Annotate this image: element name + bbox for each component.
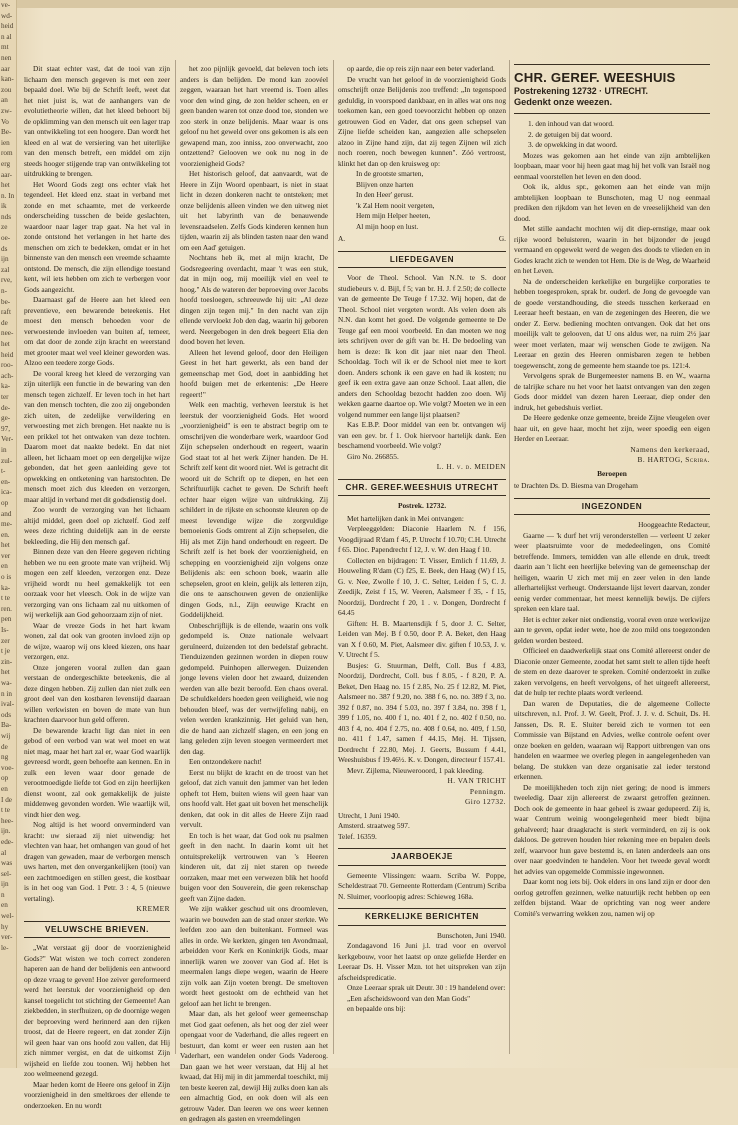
edge-fragment: pen [1,615,12,624]
paragraph: Ook ik, aldus spr., gekomen aan het einde van mijn ambtelijken loopbaan te Bunschoten, mag U nog eenmaal prediken den rijkdom van het leven en de vreeselijkheid van den dood. [514,182,710,223]
paragraph: Maar dan, als het geloof weer gemeenschap met God gaat oefenen, als het oog der ziel weer opengaat voor de Vaderhand, die alles regeert en bestuurt, dan komt er weer een rusten aan het Vaderhart, een wandelen onder Gods Vaderoog. Dan gaan we het weer verstaan, dat Hij al het kwaad, dat Hij mij in dit jammerdal toeschikt, mij ten beste keeren zal, dewijl Hij zulks doen kan als een almachtig God, en ook doen wil als een getrouw Vader. Dan leeren we ons weer kennen en gedragen als gasten en vreemdelingen [180,1009,328,1123]
verse-line: 'k Zal Hem nooit vergeten, [356,200,435,210]
edge-fragment: zer [1,636,10,645]
signature-meiden: L. H. v. d. MEIDEN [436,462,506,471]
edge-fragment: t je [1,647,10,656]
kerkelijke-text-continued [514,151,710,445]
edge-fragment: ter [1,392,9,401]
paragraph: De bewarende kracht ligt dan niet in een gebod of een verbod van wat wel moet en wat niet mag, maar het hart zal er, waar God waarlijk gevreesd wordt, geen behoefte aan kennen. En in zulk een leven waar door genade de verootmoedigde liefde tot God en zijn heerlijken dienst woont, zal ook gemakkelijk de juiste middenweg gevonden worden. Wie waarlijk wil, vindt hier den weg. [24,725,170,819]
edge-fragment: ze [1,223,8,232]
paragraph: Onze jongeren vooral zullen dan gaan verstaan de ondergeschikte beteekenis, die al deze dingen hebben. Zij zullen dan niet zulk een groot deel van den kostbaren levenstijd daaraan willen verkwisten en boven de mate van hun krachten daarvoor hun geld offeren. [24,662,170,724]
edge-fragment: zal [1,265,10,274]
heading-veluwsche-brieven: VELUWSCHE BRIEVEN. [24,921,170,939]
column-rule [509,60,510,1054]
edge-fragment: ival- [1,700,15,709]
edge-fragment: nen [1,53,12,62]
kerk-dateline: Bunschoten, Juni 1940. [437,930,506,940]
edge-fragment: het [1,541,10,550]
edge-fragment: en- [1,477,11,486]
column-rule [175,60,176,1054]
paragraph: Kas E.B.P. Door middel van een br. ontvangen wij van een gev. br. f 1. Ook hiervoor hartelijk dank. Een beschamend voorbeeld. Wie volgt? [338,420,506,450]
paragraph: Zoo wordt de verzorging van het lichaam altijd middel, geen doel op zichzelf. God zelf wees deze richting duidelijk aan in de eerste bekleeding, die Hij den mensch gaf. [24,505,170,546]
edge-fragment: de- [1,403,11,412]
weeshuis-postrek: Postrek. 12732. [397,501,447,510]
edge-fragment: sel- [1,869,12,878]
heading-ingezonden: INGEZONDEN [514,498,710,516]
paragraph: De Heere gedenke onze gemeente, breide Zijne vleugelen over haar uit, en geve haar, mocht het zijn, weer spoedig een eigen Herder en Leeraar. [514,413,710,443]
edge-fragment: en [1,562,8,571]
paragraph: Dan waren de Deputaties, die de algemeene Collecte uitschreven, n.l. Prof. J. W. Geelt, Prof. J. J. v. d. Schuit, Ds. H. Janssen, Ds. R. E. Sluiter bereid zich te vormen tot een Commissie van Bijstand en Advies, welke controle oefent over onze boeken en gelden, waaraan wij Rapport uitbrengen van ons handelen en waarmee we overleg plegen in aangelegenheden van belang. De stukken van deze organisatie zal ieder terstond erkennen. [514,698,710,781]
jaarboekje-text: Gemeente Vlissingen: waarn. Scriba W. Poppe, Scheldestraat 70. Gemeente Rotterdam (Centrum) Scriba N. Sluimer, voorloopig adres: Schieweg 168a. [338,870,506,901]
edge-fragment: ge- [1,414,11,423]
veluwsche-brieven-text [24,943,170,1111]
paragraph: Verpleeggelden: Diaconie Haarlem N. f 156, Voogdijraad R'dam f 45, P. Utrecht f 10.70; C.H. Utrecht f 65. Dioc. Papendrecht f 12, J. v. W. den Haag f 10. [338,524,506,554]
edge-fragment: nee- [1,329,14,338]
heading-liefdegaven: LIEFDEGAVEN [338,251,506,269]
paragraph: het zoo pijnlijk gevoeld, dat beleven toch iets anders is dan belijden. De mond kan zoovéel zeggen, waaraan het hart vreemd is. Toen alles voor den wind ging, de zon helder scheen, en er geen banden waren tot onze dood toe, stonden we zoo sterk in onze belijdenis. Maar waar is ons geloof nu het geweld over ons gekomen is als een gewapend man, zoo inniss, zoo onverwacht, zoo ontzettend? Gelooven we ook nu nog in de voorzienigheid Gods? [180,64,328,168]
edge-fragment: hee- [1,816,14,825]
signature-van-tricht: H. VAN TRICHT [447,776,506,785]
paragraph: Daarnaast gaf de Heere aan het kleed een preventieve, een bewarende beteekenis. Het moest den mensch behoeden voor de verwoestende invloeden van buiten af, temeer, om dat door de zonde zijn kracht en weerstand met grooter maat wel veel kleiner geworden was. Alzoo een teedere zorge Gods. [24,295,170,367]
paragraph: Nochtans heb ik, met al mijn kracht, De Godsregeering overdacht, maar 't was een stuk, dat in mijn oog, mij moeilijk viel en veel te hoog." Als de wateren der beproeving over Jacobs hoofd toesloegen, schreeuwde hij uit: „Al deze dingen zijn tegen mij." In den nacht van zijn ellende vervloekt Job den dag, waarin hij geboren werd. Neergebogen in den drek begeert Elia den dood boven het leven. [180,253,328,346]
edge-fragment: ka- [1,583,11,592]
edge-fragment: ds [1,244,8,253]
edge-fragment: in [1,445,7,454]
address-line: Amsterd. straatweg 597. [338,821,410,830]
sermon-points-list [514,119,710,151]
paragraph: Giro No. 266855. [347,451,399,461]
edge-fragment: oe- [1,234,11,243]
edge-fragment: en [1,901,8,910]
edge-fragment: t te [1,806,10,815]
edge-fragment: nds [1,212,11,221]
paragraph: „Wat verstaat gij door de voorzienigheid Gods?" Wat wisten we toch correct zonderen haperen aan de hand der belijdenis een antwoord op deze vraag te geven! Hoe zeiver gereformeerd werd het leerstuk der voorzienigheid op den kansel toegelicht tot stichting der Gemeente! Aan ziekbedden, in sterfhuizen, op de doornige wegen der beproeving werd herinnerd aan den rijken troost, dat de Heere regeert, en dat zonder Zijn wil geen haar van ons hoofd zou vallen, dat Hij zich nimmer vergist, en dat de uitkomst Zijn wijsheid en liefde zou toonen. Wij hebben het zoo welmeenend gezegd. [24,943,171,1078]
paragraph: „Een afscheidswoord van den Man Gods" [347,993,471,1003]
paragraph: Het is echter zeker niet ondienstig, vooral even onze werkwijze aan te geven, opdat ieder wete, hoe de zoo mild ons toegezonden gelden worden besteed. [514,614,710,645]
edge-fragment: me- [1,520,13,529]
paragraph: Welk een machtig, verheven leerstuk is het leerstuk der voorzienigheid Gods. Het woord „voorzienigheid" is een te abstract begrip om te omschrijven die wonderbare werk, waardoor God Zijn schepselen onderhoudt en regeert, waarin God staat tot al het werk Zijner handen. De H. Schrift zelf kent dit woord niet. Wel is getracht dit woord uit de Schrift op te diepen, en het een Schriftuurlijk cachet te geven. De Schrift heeft echter haar eigen wijze van uitdrukking. Zij schildert in de rijkste en schoonste kleuren op de meest levendige wijze die zorgvuldige bemoeienis Gods omtrent al Zijn schepselen, die Hij als met Zijn hand onderhoudt en regeert. De Schrift zelf is het boek der voorzienigheid, en schepping en voorzienigheid zijn volgens onze Belijdenis als: een schoon boek, waarin alle schepselen, groot en klein, gelijk als letteren zijn, die ons te aanschouwen geven de onzienlijke dingen Gods, n.l., Zijn eeuwige Kracht en Goddelijkheid. [180,400,328,619]
edge-fragment: I de [1,795,12,804]
edge-fragment: rve, [1,276,12,285]
heading-kerkelijke-berichten: KERKELIJKE BERICHTEN [338,908,506,926]
weeshuis-ad-title: CHR. GEREF. WEESHUIS [514,70,676,85]
edge-fragment: heid [1,22,14,31]
paragraph: De moeilijkheden toch zijn niet gering; de nood is immers tweeledig. Daar zijn allereerst de zwaarst getroffen gezinnen. Doch ook de gemeente in haar geheel is zwaar gedupeerd. Zij is, waar Centrum weinig woongelegenheid meer biedt bijna gehalveerd; haar draagkracht is sterk verminderd, en zij is ook dakloos. De getreven houden hier rekening mee en bepalen deels zelf, waarvoor hun gave bestemd is, en laten anderdeels aan ons over naar goedvinden te handelen. Voor het tweede geval wordt het advies van opgemelde Commissie ingewonnen. [514,782,710,876]
edge-fragment: hy [1,922,9,931]
paragraph: Het historisch geloof, dat aanvaardt, wat de Heere in Zijn Woord openbaart, is niet in staat licht in dezen donkeren nacht te ontsteken; met onze belijdenis alleen vinden we den uitweg niet uit het labyrinth van de benauwende levensraadselen. Zelfs Gods kinderen kennen hun tijden, waarin zij als blinden tasten naar den wand om een Aad' getuigen. [180,169,328,252]
edge-fragment: wa- [1,679,12,687]
paragraph: Maar heden komt de Heere ons geloof in Zijn voorzienigheid in den smeltkroes der ellende te onderzoeken. En nu wordt [24,1079,170,1110]
edge-fragment: het [1,340,10,348]
edge-fragment: rom [1,149,13,158]
edge-fragment: ede- [1,837,14,846]
edge-fragment: ijn. [1,827,11,836]
edge-fragment: n in [1,689,12,698]
beroepen-heading: Beroepen [597,468,627,478]
paragraph: En toch is het waar, dat God ook nu psalmen geeft in den nacht. In daarin komt uit het ontuitsprekelijk vertrouwen van 's Heeren kinderen uit, dat zij niet staren op tweede oorzaken, maar met een verwezen blik het hoofd buigen voor den Souverein, die geen rekenschap geeft van Zijne daden. [180,830,328,903]
edge-fragment: was [1,859,13,868]
edge-fragment: de [1,318,8,327]
edge-fragment: mt [1,43,9,52]
edge-fragment: le- [1,943,9,952]
edge-fragment: be- [1,297,11,306]
edge-fragment: ka- [1,382,11,391]
edge-fragment: ijn [1,255,9,264]
list-item: 2. de getuigen bij dat woord. [528,129,613,139]
paragraph: op aarde, die op reis zijn naar een beter vaderland. [347,64,495,73]
signature-a: A. [338,234,346,243]
column-4 [514,64,710,919]
previous-page-edge [0,0,17,1068]
salutation: Hooggeachte Redacteur, [638,520,710,529]
edge-fragment: wij [1,731,11,740]
article-text [338,64,506,169]
edge-fragment: voe- [1,763,14,772]
weeshuis-ad-postrek: Postrekening 12732 · UTRECHT. [514,86,648,96]
edge-fragment: an [1,96,8,105]
giro-label: Giro 12732. [465,797,506,806]
paragraph: Daar komt nog iets bij. Ook elders in ons land zijn er door den oorlog getroffen gezinnen, welke natuurlijk recht hebben op een zelfden bijstand. Waar de oprichting van nog weer andere Comité's verwarring wekken zou, namen wij op [514,877,710,918]
hymn-verse [338,169,506,232]
edge-fragment: erg [1,159,11,168]
edge-fragment: heid [1,350,14,359]
paragraph: Gaarne — 'k durf het vrij veronderstellen — verleent U zeker weer plaatsruimte voor de mededeelingen, ons Comité betreffende. Immers, temidden van alle ellende en druk, treedt daarin aan 't licht een heerlijke beleving van de gemeenschap der heiligen, waarin U zich met mij en zeer velen in den lande allerhartelijkst verheugt. Onderstaande lijst levert daarvan, zonder eenig verder commentaar, het meest kennelijk bewijs. De cijfers spreken een klare taal. [514,530,710,613]
column-rule [333,60,334,1054]
edge-fragment: and [1,509,12,518]
edge-fragment: wd- [1,11,13,20]
edge-fragment: t- [1,467,6,476]
paragraph: Dit staat echter vast, dat de tooi van zijn lichaam den mensch gegeven is met een zeer bepaald doel. Wie bij de Schrift leeft, weet dat het niet juist is, wat de aanhangers van de evolutietheorie willen, dat het kleed behoort bij de opklimming van den mensch uit een lager trap van ontwikkeling tot een hoogere. Dan wordt het kleed en al wat de versiering van het uiterlijke van den mensch betreft, een middel om zijn steeds hooger stijgende trap van ontwikkeling tot uitdrukking te brengen. [24,64,170,178]
page-top-shadow [14,0,738,8]
verse-line: Blijven onze harten [356,179,414,189]
liefdegaven-text [338,273,506,462]
beroepen-text: te Drachten Ds. D. Biesma van Drogeham [514,481,638,490]
paragraph: Busjes: G. Stuurman, Delft, Coll. Bus f 4.83, Noordzij, Dordrecht, Coll. bus f 8.05, - f 8.20, P. A. Beket, Den Haag no. 15 f 2.85, No. 25 f 12.82, M. Piet, Aalsmeer no. 387 f 9.20, no. 388 f 6, no. no. 389 f 3, no. 392 f 0.87, no. 394 f 5.03, no. 397 f 3.84, no. 398 f 1, 399 f 1.05, no. 400 f 1, no. 401 f 2, no. 402 f 0.50, no. 403 f 4, no. 404 f 2.75, no. 408 f 0.64, no. 409, f 1.50, no. 411 f 1.47, samen f 44.15, Mej. H. Tijssen, Dordrecht f 22.80, Mej. J. Geerts, Bussum f 4.41, Weeshuisbus f 19.46½. K. v. Dongen, directeur f 157.41. [338,660,506,764]
edge-fragment: Ba- [1,721,12,730]
edge-fragment: ien [1,138,10,147]
verse-line: Hem mijn Helper heeten, [356,211,431,220]
edge-fragment: ijn [1,880,9,889]
edge-fragment: roo- [1,361,13,370]
rule [514,113,710,114]
edge-fragment: ng [1,753,9,762]
edge-fragment: op [1,774,9,783]
edge-fragment: zin- [1,657,13,666]
edge-fragment: al [1,848,7,857]
paragraph: Met hartelijken dank in Mei ontvangen: [347,513,464,523]
address-line: Telef. 16359. [338,831,377,841]
address-line: Utrecht, 1 Juni 1940. [338,810,400,820]
heading-jaarboekje: JAARBOEKJE [338,848,506,866]
weeshuis-ad-slogan: Gedenkt onze weezen. [514,97,613,107]
edge-fragment: n- [1,287,7,296]
penningmeester-label: Penningm. [469,786,506,796]
paragraph: Eerst nu blijkt de kracht en de troost van het geloof, dat zich vanuit den jammer van het leden opheft tot Hem, buiten wiens wil geen haar van ons hoofd valt. Het gaat uit boven het menschelijk denken, dat ook in dit alles de Heere Zijn raad vervult. [180,767,328,829]
paragraph: Met stille aandacht mochten wij dit diep-ernstige, maar ook rijke woord beluisteren, waarin in het bijzonder de jeugd vermaand en opgewekt werd de wegen des doods te vlieden en in Godes kracht zich te wenden tot Hem. Die is de Weg, de Waarheid en het Leven. [514,224,710,275]
edge-fragment: het [1,668,10,677]
verse-line: Al mijn hoop en lust. [356,221,419,231]
column-3 [338,64,506,1015]
edge-fragment: Vo [1,117,9,126]
paragraph: Alleen het levend geloof, door den Heiligen Geest in het hart gewerkt, als een band der gemeenschap met God, doet in aanbidding het hoofd buigen met de erkentenis: „De Heere regeert!" [180,347,328,399]
paragraph: Giften: H. B. Maartensdijk f 5, door J. C. Selter, Leiden van Mej. B f 0.50, door P. A. Beket, den Haag van X f 0.60, M. Piet, Aalsmeer div. giften f 10.53, J. v. V. Utrecht f 5. [338,618,506,659]
paragraph: Zondagavond 16 Juni j.l. trad voor en overvol kerkgebouw, voor het laatst op onze geliefde Herder en Leeraar Ds. H. Visser Mzn. tot het uitspreken van zijn afscheidspredicatie. [338,941,506,982]
address-block [338,811,506,843]
verse-line: In den Heer' gerust. [356,190,414,199]
verse-line: In de grootste smarten, [356,169,424,178]
edge-fragment: ve- [1,1,11,9]
edge-fragment: op [1,498,9,507]
signature-line [338,234,506,245]
edge-fragment: 97, [1,424,10,433]
edge-fragment: ren. [1,604,12,613]
column-1 [24,64,170,1111]
edge-fragment: t te [1,594,10,603]
paragraph: Nog altijd is het woord onverminderd van kracht: uw sieraad zij niet uitwendig: het vlechten van haar, het omhangen van goud of het dragen van gewaden, maar de verborgen mensch uws harten, met den onvergankelijken (tooi) van een zachtmoedigen en stillen geest, die kostbaar is in het oog van God. 1 Petr. 3 : 4, 5 (nieuwe vertaling). [24,820,170,903]
paragraph: Voor de Theol. School. Van N.N. te S. door studiebeurs v. d. Bijl, f 5; van br. H. J. f 2.50; de collecte van de gemeente De Teuge f 17.32. Wij hopen, dat de Theol. School niet vergeten wordt. Als velen doen als N.N. dan komt het goed. De volgende gemeente te De Teuge gaf een mooi voorbeeld. En dan moeten we nog iets schrijven over de gift van br. H. De bedoeling van hem is deze: Ik kon dit jaar niet naar den Theol. Schooldag. Toch wil ik er de School niet mee te kort doen. Anders schonk ik een gave en had ik kosten; nu geef ik een extra gave aan onze School. Laat allen, die anders den Schooldag bezocht hadden zoo doen. Wij wekken gaarne daartoe op. Wie volgt? Moeten we in een volgend nummer een lange lijst plaatsen? [338,273,506,419]
kerkelijke-text [338,941,506,1015]
paragraph: De vrucht van het geloof in de voorzienigheid Gods omschrijft onze Belijdenis zoo treffend: „In tegenspoed geduldig, in voorspoed dankbaar, en in alles wat ons nog toekomen kan, een goed toevoorzicht hebben op onzen getrouwen God en Vader, dat ons geen schepsel van Zijne liefde scheiden kan, aangezien alle schepselen alzoo in Zijne hand zijn, dat zij tegen Zijnen wil zich noch roeren, noch bewegen kunnen". Zóó vertroost, klinkt het dan op den kruisweg op: [338,74,506,168]
edge-fragment: kan- [1,75,14,84]
edge-fragment: ik [1,202,7,211]
list-item: 1. den inhoud van dat woord. [528,119,614,128]
paragraph: De vooral kreeg het kleed de verzorging van zijn uiterlijk een functie in de bewaring van den mensch tegen zichzelf. Er leven toch in het hart van den mensch tochten, die zoo zij ongebonden zich uiten, de zedelijke verwildering en verwoesting met zich brengen. Het naakte nu is een prikkel tot het ontwaken van deze tochten. Daarom moet dat naakte bedekt. En dat niet alleen, het lichaam moet op een dergelijke wijze gebonden, dat het geen aanleiding geve tot opwekking en ontketening van hartstochten. De mensch moet zich dus kleeden en verzorgen, maar altijd in verband met dit godsdienstig doel. [24,368,170,504]
paragraph: Vervolgens sprak de Burgemeester namens B. en W., waarna de talrijke schare nu het voor het laatst ontvangen van den zegen Gods door middel van dezen haren Leeraar, diep onder den indruk, het gebedshuis verliet. [514,371,710,412]
paragraph: Een ontzondekere nacht! [189,757,262,766]
article-text [180,64,328,1125]
edge-fragment: ica- [1,488,12,497]
signature-hartog: B. HARTOG, Scriba. [637,455,710,464]
paragraph: Mozes was gekomen aan het einde van zijn ambtelijken loopbaan, maar voor hij heen gaat mag hij het volk van Israël nog eenmaal voorstellen het leven en den dood. [514,150,710,181]
edge-fragment: n al [1,32,12,41]
edge-fragment: en [1,784,8,793]
paragraph: Het Woord Gods zegt ons echter vlak het tegendeel. Het kleed enz. staat in verband met zonde en met schaamte, met de verkeerde onderscheiding tusschen de beide geslachten, waardoor naar lager trap gaat. Na het val in zonde ontstond het verlangen in het harte des menschen om zich te bedekken, omdat er in het binnenste van den mensch een vreemde schaamte ontstond. De mensch, die zijn ellendige toestand kent, wil iets hebben om zich te verbergen voor Gods aangezicht. [24,179,170,294]
paragraph: en bepaalde ons bij: [347,1004,406,1013]
edge-fragment: en. [1,530,10,539]
edge-fragment: ach- [1,371,14,380]
paragraph: Collecten en bijdragen: T. Visser, Emlich f 11.69, J. Houweling R'dam (C) f25, E. Beek, den Haag (W) f 15, G. v. Nee, Zwolle f 10, J. C. Selter, Leiden f 5, C. J. Zeedijk, Zeist f 15, W. Veeren, Aalsmeer f 35, - f 15, Noordzij, Dordrecht f 20, 1 . v. Dongen, Dordrecht f 64.45 [338,555,506,617]
paragraph: Onbeschrijflijk is de ellende, waarin ons volk gedompeld is. Onze nationale welvaart geruïneerd, duizenden tot den bedelstaf gebracht. Tienduizenden gezinnen worden in diepen rouw gedompeld. Puinhopen allerwegen. Duizenden jonge levens vielen door het zwaard, duizenden werden van alle bezit beroofd. Een chaos overal. De schuldkelders hoeden geen veiligheid, wie nog behouden bleef, was der vertwijfeling nabij, en velen werden krankzinnig. Het geluid van hen, die de hand aan zichzelf slagen, en een jong en lang geleden zijn leven stoegen vermeerdert met den dag. [180,620,328,756]
signature-kremer: KREMER [136,904,170,913]
edge-fragment: zul- [1,456,13,465]
signature-g: G. [498,234,506,243]
edge-fragment: raft [1,308,11,317]
edge-fragment: zw- [1,106,12,115]
paragraph: Officieel en daadwerkelijk staat ons Comité allereerst onder de Diaconie onzer Gemeente, zoodat het samt stelt te allen tijde heeft de stem en deze daarover te spreken. Comité onderzoekt in zulke zaken vervolgens, en heeft vervolgens, of het uitgeeft allereerst, dat de hulp ter rechte plaats wordt verleend. [514,646,710,697]
edge-fragment: het [1,181,10,190]
weeshuis-text [338,514,506,777]
edge-fragment: Be- [1,128,12,137]
paragraph: We zijn wakker geschud uit ons droomleven, waarin we bouwden aan de stad onzer sterkte. We leefden zoo aan den buitenkant. Formeel was alles in orde. We kerkten, gingen ten Avondmaal, arbeidden voor Kerk en Koninkrijk Gods, maar innerlijk waren we zoover van God af. Het is meermalen langs diepe wegen, waarin de Heere zijn volk aan Zijn voeten brengt. De smeltoven wordt heet gestookt om de echtheid van het geloof aan het licht te brengen. [180,904,328,1008]
ingezonden-text [514,531,710,920]
rule [514,64,710,65]
list-item: 3. de opwekking in dat woord. [528,140,618,149]
edge-fragment: zou [1,85,12,94]
edge-fragment: de [1,742,8,751]
edge-fragment: o is [1,573,12,582]
heading-weeshuis: CHR. GEREF.WEESHUIS UTRECHT [338,479,506,497]
article-text [24,64,170,904]
paragraph: Onze Leeraar sprak uit Deutr. 30 : 19 handelend over: [347,983,506,992]
edge-fragment: ver [1,551,11,560]
paragraph: Na de onderscheiden kerkelijke en burgelijke corporaties te hebben toegesproken, sprak br. ouderl. de Jong de gevoegde van de goede verstandhouding, die steeds tusschen kerkeraad en Leeraar heeft bestaan, en van de zegeningen des Heeren, die we onder Z. Eerw. bediening mochten ontvangen. Ook dat het ons moeilijk valt te gelooven, dat U ons aldus wer, na ruim 2½ jaar weer moet verlaten, maar wij wenschen Gode te zwijgen. Na Leeraar en gezin des Heeren onmisbaren zegen te hebben toegewenscht, zong de gemeente hem staande toe ps. 121:4. [514,276,710,370]
edge-fragment: aar [1,64,10,73]
edge-fragment: ver- [1,933,13,942]
paragraph: Binnen deze van den Heere gegeven richting hebben we nu een groote mate van vrijheid. Wij mogen een zelf kleeden, verzorgen enz. Deze vrijheid wordt nu heel gemakkelijk tot een oorzaak voor het vleesch. Ook in de wijze van verzorging van ons lichaam zal nu uitkomen of wij werkelijk aan God gehoorzaam zijn of niet. [24,547,170,619]
column-2 [180,64,328,1125]
paragraph: Mevr. Zijlema, Nieuwerooord, 1 pak kleeding. [347,765,484,775]
edge-fragment: n. In [1,191,15,200]
edge-fragment: wel- [1,912,14,921]
edge-fragment: Ver- [1,435,14,444]
paragraph: Waar de vreeze Gods in het hart kwam wonen, zal dat ook van grooten invloed zijn op de wijze, waarop wij ons kleed kiezen, ons haar verzorgen, enz. [24,620,170,661]
edge-fragment: ods [1,710,11,719]
edge-fragment: aar- [1,170,13,179]
edge-fragment: Is- [1,626,9,635]
namens-kerkeraad: Namens den kerkeraad, [630,444,710,454]
edge-fragment: n [1,890,5,899]
